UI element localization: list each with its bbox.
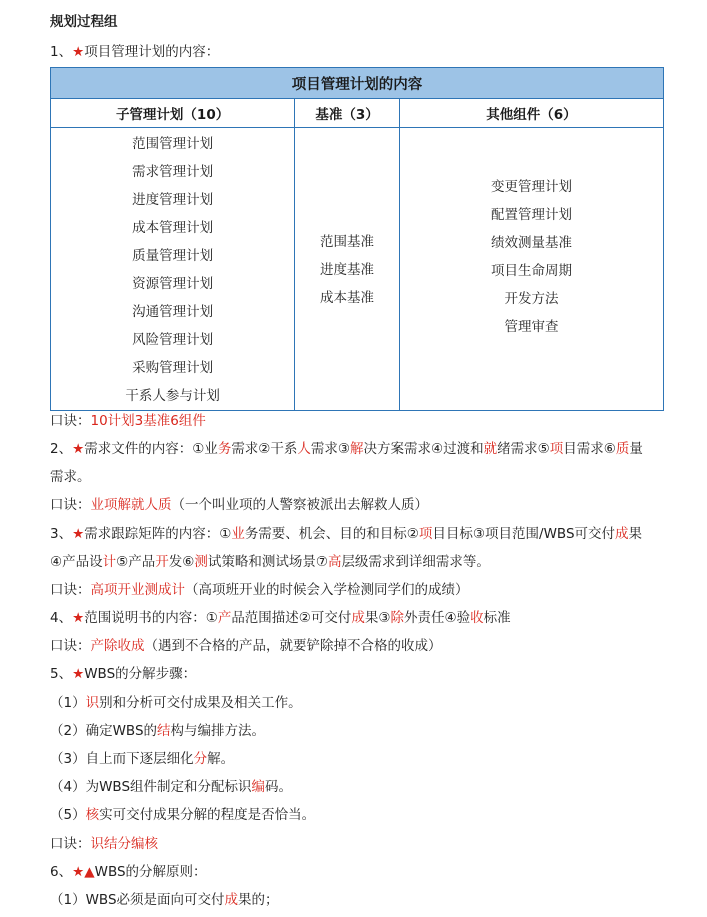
item-2: 2、★需求文件的内容：①业务需求②干系人需求③解决方案需求④过渡和就绪需求⑤项目需求⑥质量 [50, 441, 643, 457]
baseline-item: 范围基准 [320, 234, 375, 250]
text-segment: 量 [629, 441, 643, 457]
item-5: 5、★WBS的分解步骤： [50, 666, 197, 682]
baseline-item: 成本基准 [320, 290, 375, 306]
text-segment: 码。 [265, 779, 293, 795]
mnemonic-4: 口诀：产除收成（遇到不合格的产品，就要铲除掉不合格的收成） [50, 638, 442, 654]
text-segment: 别和分析可交付成果及相关工作。 [99, 695, 302, 711]
baselines-cell [295, 128, 400, 411]
sub-plan-item: 质量管理计划 [132, 248, 214, 264]
plan-table [50, 67, 664, 411]
item-5-step-1 [50, 695, 302, 711]
section-title: 规划过程组 [50, 14, 118, 30]
sub-plans-cell [51, 128, 295, 411]
sub-plan-item: 范围管理计划 [132, 136, 214, 152]
sub-plan-item: 沟通管理计划 [132, 304, 214, 320]
highlight-char: 项 [549, 441, 564, 457]
item-3: 3、★需求跟踪矩阵的内容：①业务需要、机会、目的和目标②项目目标③项目范围/WBS可交付成果 [50, 526, 643, 542]
highlight-char: 识 [85, 695, 100, 711]
other-component-item: 开发方法 [504, 291, 559, 307]
text-segment: 解。 [207, 751, 235, 767]
text-segment: 需求跟踪矩阵的内容：① [84, 526, 232, 542]
table-title: 项目管理计划的内容 [51, 68, 664, 99]
text-segment: 构与编排方法。 [170, 723, 266, 739]
text-segment: （1） [50, 695, 86, 711]
other-component-item: 绩效测量基准 [490, 235, 572, 251]
text-segment: 标准 [483, 610, 511, 626]
item-5-step-5 [50, 807, 315, 823]
text-segment: （4）为WBS组件制定和分配标识 [50, 779, 252, 795]
text-segment: 目目标③项目范围/WBS可交付 [432, 526, 616, 542]
text-segment: 务需要、机会、目的和目标② [244, 526, 419, 542]
item-5-step-2 [50, 723, 265, 739]
item-5-step-3 [50, 751, 234, 767]
highlight-char: 结 [157, 723, 171, 739]
highlight-char: 成 [615, 526, 629, 542]
text-segment: 外责任④验 [404, 610, 471, 626]
sub-plan-item: 干系人参与计划 [125, 388, 220, 404]
text-segment: 绪需求⑤ [497, 441, 550, 457]
sub-plan-item: 采购管理计划 [132, 360, 214, 376]
other-component-item: 项目生命周期 [490, 263, 572, 279]
text-segment: 果 [628, 526, 643, 542]
text-segment: 实可交付成果分解的程度是否恰当。 [99, 807, 316, 823]
text-segment: 决方案需求④过渡和 [363, 441, 484, 457]
highlight-char: 质 [615, 441, 630, 457]
item-1: 1、★项目管理计划的内容： [50, 44, 220, 60]
highlight-char: 编 [251, 779, 266, 795]
text-segment: （2）确定WBS的 [50, 723, 158, 739]
sub-plan-item: 需求管理计划 [132, 164, 214, 180]
item-2-line-2: 需求。 [50, 469, 91, 485]
other-component-item: 配置管理计划 [490, 207, 572, 223]
text-segment: 范围说明书的内容：① [84, 610, 218, 626]
text-segment: 目需求⑥ [563, 441, 616, 457]
header-sub-plans: 子管理计划（10） [51, 99, 295, 128]
text-segment: （5） [50, 807, 86, 823]
baseline-item: 进度基准 [320, 262, 375, 278]
highlight-char: 测 [194, 554, 208, 570]
text-segment: 发⑥ [168, 554, 195, 570]
sub-plan-item: 进度管理计划 [132, 192, 214, 208]
highlight-char: 成 [224, 892, 239, 908]
mnemonic-2: 口诀：业项解就人质（一个叫业项的人警察被派出去解救人质） [50, 497, 428, 513]
text-segment: （3）自上而下逐层细化 [50, 751, 194, 767]
highlight-char: 务 [217, 441, 232, 457]
highlight-char: 就 [483, 441, 498, 457]
text-segment: （1）WBS必须是面向可交付 [50, 892, 225, 908]
highlight-char: 计 [102, 554, 117, 570]
text-segment: 需求③ [310, 441, 351, 457]
highlight-char: 人 [297, 441, 311, 457]
highlight-char: 除 [390, 610, 405, 626]
item-3-line-2 [50, 554, 490, 570]
sub-plan-item: 成本管理计划 [132, 220, 214, 236]
text-segment: ④产品设 [50, 554, 103, 570]
highlight-char: 解 [350, 441, 364, 457]
text-segment: 品范围描述②可交付 [231, 610, 352, 626]
header-baselines: 基准（3） [295, 99, 400, 128]
text-segment: 需求②干系 [231, 441, 298, 457]
other-component-item: 管理审查 [504, 319, 559, 335]
highlight-char: 收 [470, 610, 484, 626]
mnemonic-1: 口诀：10计划3基准6组件 [50, 413, 206, 429]
sub-plan-item: 资源管理计划 [132, 276, 214, 292]
highlight-char: 开 [155, 554, 169, 570]
item-5-step-4 [50, 779, 292, 795]
highlight-char: 产 [217, 610, 232, 626]
header-other-components: 其他组件（6） [399, 99, 663, 128]
highlight-char: 成 [351, 610, 365, 626]
highlight-char: 业 [231, 526, 245, 542]
mnemonic-3: 口诀：高项开业测成计（高项班开业的时候会入学检测同学们的成绩） [50, 582, 469, 598]
item-4: 4、★范围说明书的内容：①产品范围描述②可交付成果③除外责任④验收标准 [50, 610, 511, 626]
highlight-char: 高 [327, 554, 342, 570]
item-6: 6、★▲WBS的分解原则： [50, 864, 207, 880]
mnemonic-5: 口诀：识结分编核 [50, 836, 158, 852]
sub-plan-item: 风险管理计划 [132, 332, 214, 348]
highlight-char: 分 [193, 751, 208, 767]
text-segment: 试策略和测试场景⑦ [207, 554, 328, 570]
highlight-char: 项 [418, 526, 433, 542]
other-component-item: 变更管理计划 [490, 179, 572, 195]
highlight-char: 核 [85, 807, 100, 823]
other-components-cell [399, 128, 663, 411]
text-segment: 果的； [238, 892, 279, 908]
text-segment: 果③ [364, 610, 391, 626]
text-segment: 需求文件的内容：①业 [84, 441, 218, 457]
item-6-step-1 [50, 892, 279, 908]
text-segment: ⑤产品 [116, 554, 156, 570]
text-segment: 层级需求到详细需求等。 [341, 554, 490, 570]
